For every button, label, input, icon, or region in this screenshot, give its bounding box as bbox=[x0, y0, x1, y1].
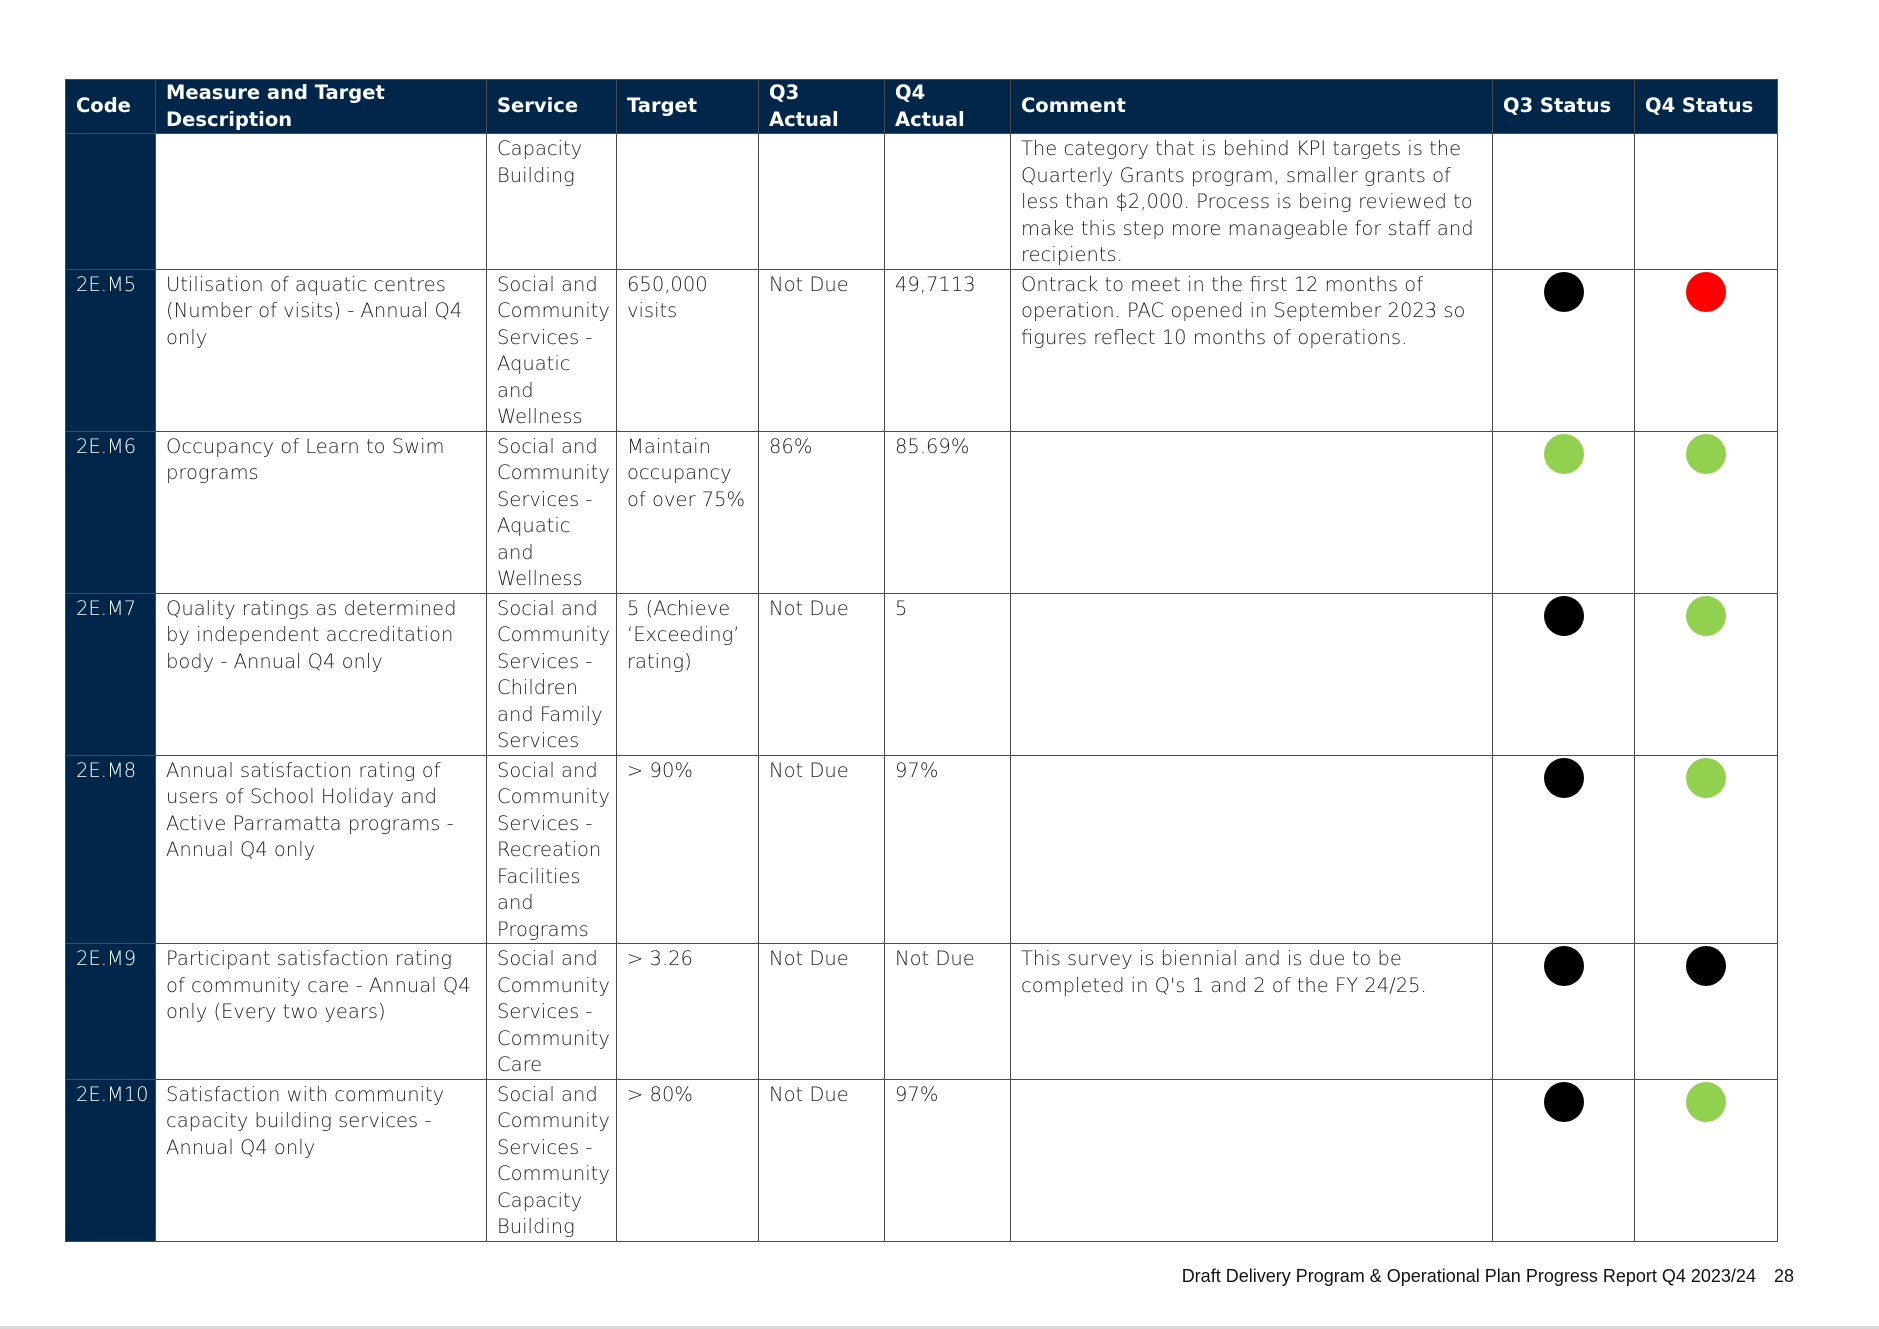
table-row bbox=[66, 431, 1778, 593]
q4-status-cell bbox=[1635, 1079, 1778, 1241]
q4-status-cell bbox=[1635, 269, 1778, 431]
q3-status-cell bbox=[1493, 944, 1635, 1080]
measure-cell: Utilisation of aquatic centres (Number of visits) - Annual Q4 only bbox=[156, 269, 487, 431]
status-dot bbox=[1544, 434, 1584, 474]
q3-status-cell bbox=[1493, 431, 1635, 593]
code-cell: 2E.M8 bbox=[66, 755, 156, 944]
header-q3-status: Q3 Status bbox=[1493, 80, 1635, 134]
status-dot bbox=[1544, 946, 1584, 986]
status-dot bbox=[1686, 434, 1726, 474]
q4-actual-cell bbox=[885, 134, 1011, 270]
comment-cell: This survey is biennial and is due to be completed in Q's 1 and 2 of the FY 24/25. bbox=[1011, 944, 1493, 1080]
header-comment: Comment bbox=[1011, 80, 1493, 134]
measure-cell: Occupancy of Learn to Swim programs bbox=[156, 431, 487, 593]
code-cell: 2E.M9 bbox=[66, 944, 156, 1080]
service-cell: Capacity Building bbox=[487, 134, 617, 270]
kpi-table bbox=[65, 79, 1778, 1242]
target-cell: 5 (Achieve ‘Exceeding’ rating) bbox=[617, 593, 759, 755]
report-title: Draft Delivery Program & Operational Plan Progress Report Q4 2023/24 bbox=[1181, 1266, 1756, 1286]
measure-cell bbox=[156, 134, 487, 270]
status-dot bbox=[1544, 758, 1584, 798]
q4-status-cell bbox=[1635, 755, 1778, 944]
header-code: Code bbox=[66, 80, 156, 134]
q4-actual-cell: 97% bbox=[885, 1079, 1011, 1241]
measure-cell: Participant satisfaction rating of community care - Annual Q4 only (Every two years) bbox=[156, 944, 487, 1080]
comment-cell: The category that is behind KPI targets is the Quarterly Grants program, smaller grants of less than $2,000. Process is being reviewed to make this step more manageable for staff and recipients. bbox=[1011, 134, 1493, 270]
q3-status-cell bbox=[1493, 593, 1635, 755]
q3-actual-cell: Not Due bbox=[759, 269, 885, 431]
comment-cell bbox=[1011, 593, 1493, 755]
header-measure: Measure and Target Description bbox=[156, 80, 487, 134]
q3-status-cell bbox=[1493, 755, 1635, 944]
status-dot bbox=[1686, 596, 1726, 636]
code-cell: 2E.M10 bbox=[66, 1079, 156, 1241]
service-cell: Social and Community Services - Community Care bbox=[487, 944, 617, 1080]
service-cell: Social and Community Services - Community Capacity Building bbox=[487, 1079, 617, 1241]
q4-status-cell bbox=[1635, 944, 1778, 1080]
table-row bbox=[66, 593, 1778, 755]
code-cell: 2E.M7 bbox=[66, 593, 156, 755]
target-cell: 650,000 visits bbox=[617, 269, 759, 431]
q3-status-cell bbox=[1493, 269, 1635, 431]
header-q3-actual: Q3 Actual bbox=[759, 80, 885, 134]
service-cell: Social and Community Services - Aquatic and Wellness bbox=[487, 431, 617, 593]
q3-actual-cell: 86% bbox=[759, 431, 885, 593]
q3-status-cell bbox=[1493, 1079, 1635, 1241]
q4-status-cell bbox=[1635, 593, 1778, 755]
page-number: 28 bbox=[1773, 1266, 1794, 1286]
code-cell: 2E.M6 bbox=[66, 431, 156, 593]
header-q4-status: Q4 Status bbox=[1635, 80, 1778, 134]
measure-cell: Annual satisfaction rating of users of School Holiday and Active Parramatta programs - Annual Q4 only bbox=[156, 755, 487, 944]
table-row bbox=[66, 1079, 1778, 1241]
q4-actual-cell: 49,7113 bbox=[885, 269, 1011, 431]
code-cell: 2E.M5 bbox=[66, 269, 156, 431]
q3-actual-cell: Not Due bbox=[759, 755, 885, 944]
q4-actual-cell: 85.69% bbox=[885, 431, 1011, 593]
target-cell: > 80% bbox=[617, 1079, 759, 1241]
service-cell: Social and Community Services - Recreation Facilities and Programs bbox=[487, 755, 617, 944]
comment-cell bbox=[1011, 755, 1493, 944]
q4-status-cell bbox=[1635, 431, 1778, 593]
header-target: Target bbox=[617, 80, 759, 134]
comment-cell: Ontrack to meet in the first 12 months of operation. PAC opened in September 2023 so figures reflect 10 months of operations. bbox=[1011, 269, 1493, 431]
table-row bbox=[66, 755, 1778, 944]
service-cell: Social and Community Services - Aquatic and Wellness bbox=[487, 269, 617, 431]
status-dot bbox=[1544, 272, 1584, 312]
target-cell: > 3.26 bbox=[617, 944, 759, 1080]
status-dot bbox=[1686, 1082, 1726, 1122]
q3-status-cell bbox=[1493, 134, 1635, 270]
q4-actual-cell: 5 bbox=[885, 593, 1011, 755]
status-dot bbox=[1686, 946, 1726, 986]
status-dot bbox=[1544, 596, 1584, 636]
page-footer bbox=[1182, 1266, 1794, 1287]
target-cell: > 90% bbox=[617, 755, 759, 944]
measure-cell: Quality ratings as determined by independent accreditation body - Annual Q4 only bbox=[156, 593, 487, 755]
q3-actual-cell: Not Due bbox=[759, 944, 885, 1080]
comment-cell bbox=[1011, 1079, 1493, 1241]
service-cell: Social and Community Services - Children and Family Services bbox=[487, 593, 617, 755]
header-service: Service bbox=[487, 80, 617, 134]
code-cell bbox=[66, 134, 156, 270]
status-dot bbox=[1686, 272, 1726, 312]
table-row bbox=[66, 134, 1778, 270]
target-cell: Maintain occupancy of over 75% bbox=[617, 431, 759, 593]
target-cell bbox=[617, 134, 759, 270]
table-row bbox=[66, 944, 1778, 1080]
header-q4-actual: Q4 Actual bbox=[885, 80, 1011, 134]
status-dot bbox=[1686, 758, 1726, 798]
q3-actual-cell: Not Due bbox=[759, 593, 885, 755]
table-row bbox=[66, 269, 1778, 431]
comment-cell bbox=[1011, 431, 1493, 593]
q4-actual-cell: 97% bbox=[885, 755, 1011, 944]
q4-actual-cell: Not Due bbox=[885, 944, 1011, 1080]
status-dot bbox=[1544, 1082, 1584, 1122]
measure-cell: Satisfaction with community capacity building services - Annual Q4 only bbox=[156, 1079, 487, 1241]
q3-actual-cell bbox=[759, 134, 885, 270]
table-header-row bbox=[66, 80, 1778, 134]
q4-status-cell bbox=[1635, 134, 1778, 270]
q3-actual-cell: Not Due bbox=[759, 1079, 885, 1241]
